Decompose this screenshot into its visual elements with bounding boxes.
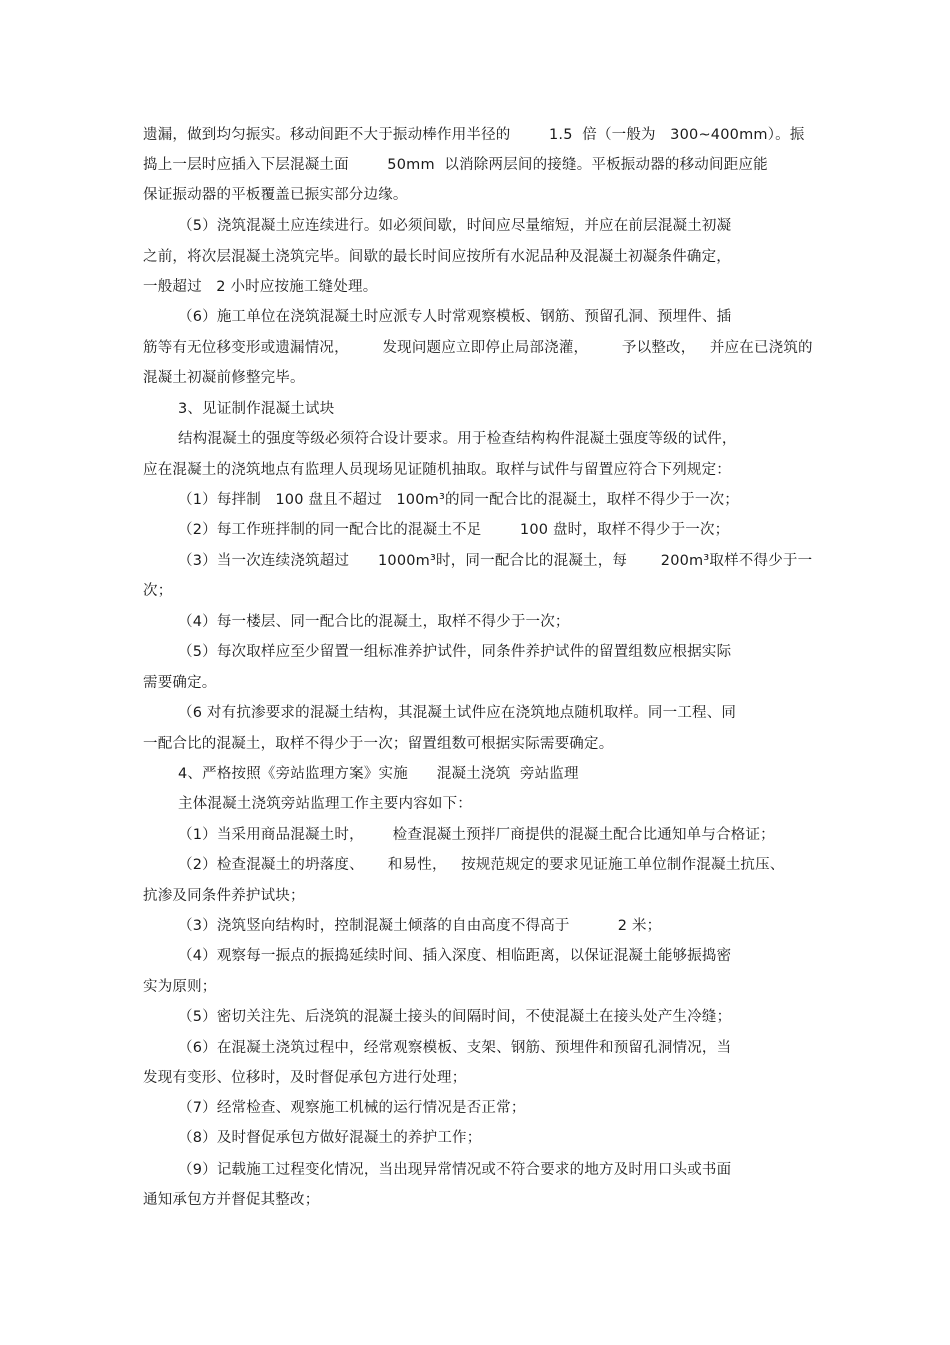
text-line: 之前，将次层混凝土浇筑完毕。间歇的最长时间应按所有水泥品种及混凝土初凝条件确定，	[143, 249, 731, 265]
text-line: 需要确定。	[143, 675, 217, 691]
text-line: （4）每一楼层、同一配合比的混凝土，取样不得少于一次；	[178, 614, 570, 630]
text-line: 发现有变形、位移时，及时督促承包方进行处理；	[143, 1070, 467, 1086]
text-line: 一配合比的混凝土，取样不得少于一次；留置组数可根据实际需要确定。	[143, 736, 614, 752]
text-line: 通知承包方并督促其整改；	[143, 1192, 320, 1208]
text-line: （9）记载施工过程变化情况，当出现异常情况或不符合要求的地方及时用口头或书面	[178, 1162, 732, 1178]
text-line: 一般超过 2 小时应按施工缝处理。	[143, 279, 378, 295]
text-line: 主体混凝土浇筑旁站监理工作主要内容如下：	[178, 796, 472, 812]
text-line: （3）当一次连续浇筑超过 1000m³时，同一配合比的混凝土，每 200m³取样不得少于一	[178, 553, 813, 569]
text-line: 捣上一层时应插入下层混凝土面 50mm 以消除两层间的接缝。平板振动器的移动间距应能	[143, 157, 768, 173]
text-line: 应在混凝土的浇筑地点有监理人员现场见证随机抽取。取样与试件与留置应符合下列规定：	[143, 462, 731, 478]
text-line: 实为原则；	[143, 979, 217, 995]
section-heading: 3、见证制作混凝土试块	[178, 401, 335, 417]
text-line: （5）密切关注先、后浇筑的混凝土接头的间隔时间，不使混凝土在接头处产生冷缝；	[178, 1009, 732, 1025]
text-line: （5）每次取样应至少留置一组标准养护试件，同条件养护试件的留置组数应根据实际	[178, 644, 732, 660]
text-line: （1）当采用商品混凝土时， 检查混凝土预拌厂商提供的混凝土配合比通知单与合格证；	[178, 827, 775, 843]
text-line: （1）每拌制 100 盘且不超过 100m³的同一配合比的混凝土，取样不得少于一次；	[178, 492, 739, 508]
text-line: （4）观察每一振点的振捣延续时间、插入深度、相临距离，以保证混凝土能够振捣密	[178, 948, 732, 964]
text-line: （8）及时督促承包方做好混凝土的养护工作；	[178, 1130, 482, 1146]
text-line: （6 对有抗渗要求的混凝土结构，其混凝土试件应在浇筑地点随机取样。同一工程、同	[178, 705, 737, 721]
text-line: （3）浇筑竖向结构时，控制混凝土倾落的自由高度不得高于 2 米；	[178, 918, 662, 934]
text-line: 遗漏，做到均匀振实。移动间距不大于振动棒作用半径的 1.5 倍（一般为 300~400mm）。振	[143, 127, 805, 143]
text-line: （5）浇筑混凝土应连续进行。如必须间歇，时间应尽量缩短，并应在前层混凝土初凝	[178, 218, 732, 234]
text-line: （2）每工作班拌制的同一配合比的混凝土不足 100 盘时，取样不得少于一次；	[178, 522, 730, 538]
text-line: （6）施工单位在浇筑混凝土时应派专人时常观察模板、钢筋、预留孔洞、预埋件、插	[178, 309, 732, 325]
text-line: 筋等有无位移变形或遗漏情况， 发现问题应立即停止局部浇灌， 予以整改， 并应在已浇筑的	[143, 340, 813, 356]
text-line: 结构混凝土的强度等级必须符合设计要求。用于检查结构构件混凝土强度等级的试件，	[178, 431, 737, 447]
text-line: 混凝土初凝前修整完毕。	[143, 370, 305, 386]
text-line: （6）在混凝土浇筑过程中，经常观察模板、支架、钢筋、预埋件和预留孔洞情况，当	[178, 1040, 732, 1056]
text-line: （2）检查混凝土的坍落度、 和易性， 按规范规定的要求见证施工单位制作混凝土抗压、	[178, 857, 785, 873]
section-heading: 4、严格按照《旁站监理方案》实施 混凝土浇筑 旁站监理	[178, 766, 579, 782]
text-line: （7）经常检查、观察施工机械的运行情况是否正常；	[178, 1100, 526, 1116]
text-line: 次；	[143, 583, 173, 599]
text-line: 保证振动器的平板覆盖已振实部分边缘。	[143, 187, 408, 203]
text-line: 抗渗及同条件养护试块；	[143, 888, 305, 904]
